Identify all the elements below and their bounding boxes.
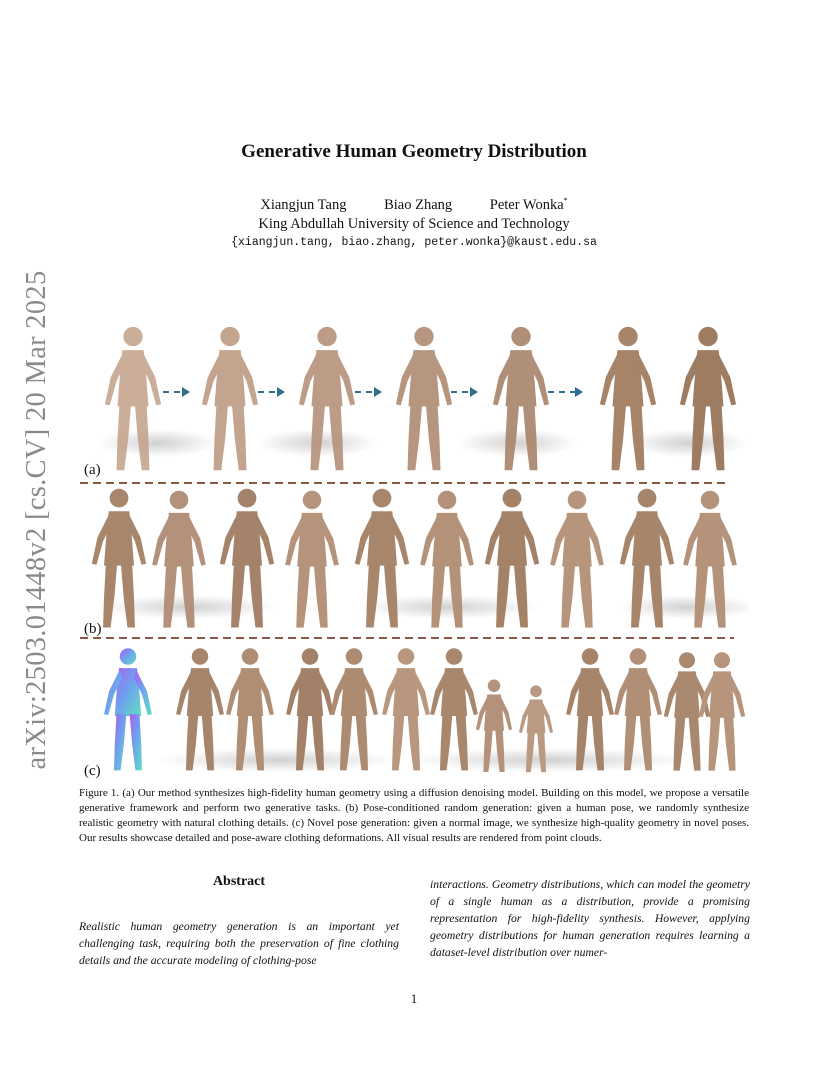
human-figure-icon xyxy=(396,327,452,470)
row-a-shadow xyxy=(628,429,748,457)
author-list xyxy=(0,196,828,214)
row-a-shadow xyxy=(98,429,218,457)
affiliation: King Abdullah University of Science and Technology xyxy=(258,216,570,232)
arrow-head-icon xyxy=(277,387,285,397)
author-3-name: Peter Wonka xyxy=(489,196,564,213)
normal-image-figure xyxy=(104,648,152,770)
row-a-shadow xyxy=(458,429,578,457)
arrow-head-icon xyxy=(182,387,190,397)
human-figure-icon xyxy=(382,648,430,770)
abstract-text-left: Realistic human geometry generation is an important yet challenging task, requiring both the preservation of fine clothing details and the accurate modeling of clothing-pose xyxy=(79,920,399,967)
email-list: {xiangjun.tang, biao.zhang, peter.wonka}@kaust.edu.sa xyxy=(231,236,597,249)
paper-title: Generative Human Geometry Distribution xyxy=(241,141,587,162)
author-2: Biao Zhang xyxy=(384,196,453,213)
panel-label-c: (c) xyxy=(84,763,101,779)
page-number: 1 xyxy=(410,991,418,1006)
arrow-head-icon xyxy=(575,387,583,397)
panel-label-b: (b) xyxy=(84,621,102,637)
arrow-head-icon xyxy=(374,387,382,397)
arrow-head-icon xyxy=(470,387,478,397)
human-figure-icon xyxy=(550,491,604,628)
abstract-heading: Abstract xyxy=(212,874,266,889)
author-mark: * xyxy=(563,196,568,205)
abstract-text-right: interactions. Geometry distributions, which can model the geometry of a single human as a distribution, provide a promising representation for high-fidelity synthesis. However, applying geometry distributions for human generation requires learning a dataset-level distribution over numer- xyxy=(430,878,750,959)
panel-label-a: (a) xyxy=(84,462,101,478)
figure-row-a xyxy=(84,327,748,478)
author-1: Xiangjun Tang xyxy=(260,196,347,213)
figure-row-b xyxy=(84,489,750,637)
human-figure-icon xyxy=(285,491,339,628)
figure-1 xyxy=(78,315,750,783)
author-3 xyxy=(490,197,568,213)
arxiv-stamp: arXiv:2503.01448v2 [cs.CV] 20 Mar 2025 xyxy=(21,270,52,770)
row-b-shadow xyxy=(358,595,538,619)
figure-caption: Figure 1. (a) Our method synthesizes high-fidelity human geometry using a diffusion denoising model. Building on this model, we propose a versatile generative framework and perform two generative tasks. (b) Pose-conditioned random generation: given a human pose, we randomly synthesize realistic geometry with natural clothing details. (c) Novel pose generation: given a normal image, we synthesize high-quality geometry in novel poses. Our results showcase detailed and pose-aware clothing deformations. All visual results are rendered from point clouds. xyxy=(79,787,749,844)
figure-row-c xyxy=(84,648,745,779)
